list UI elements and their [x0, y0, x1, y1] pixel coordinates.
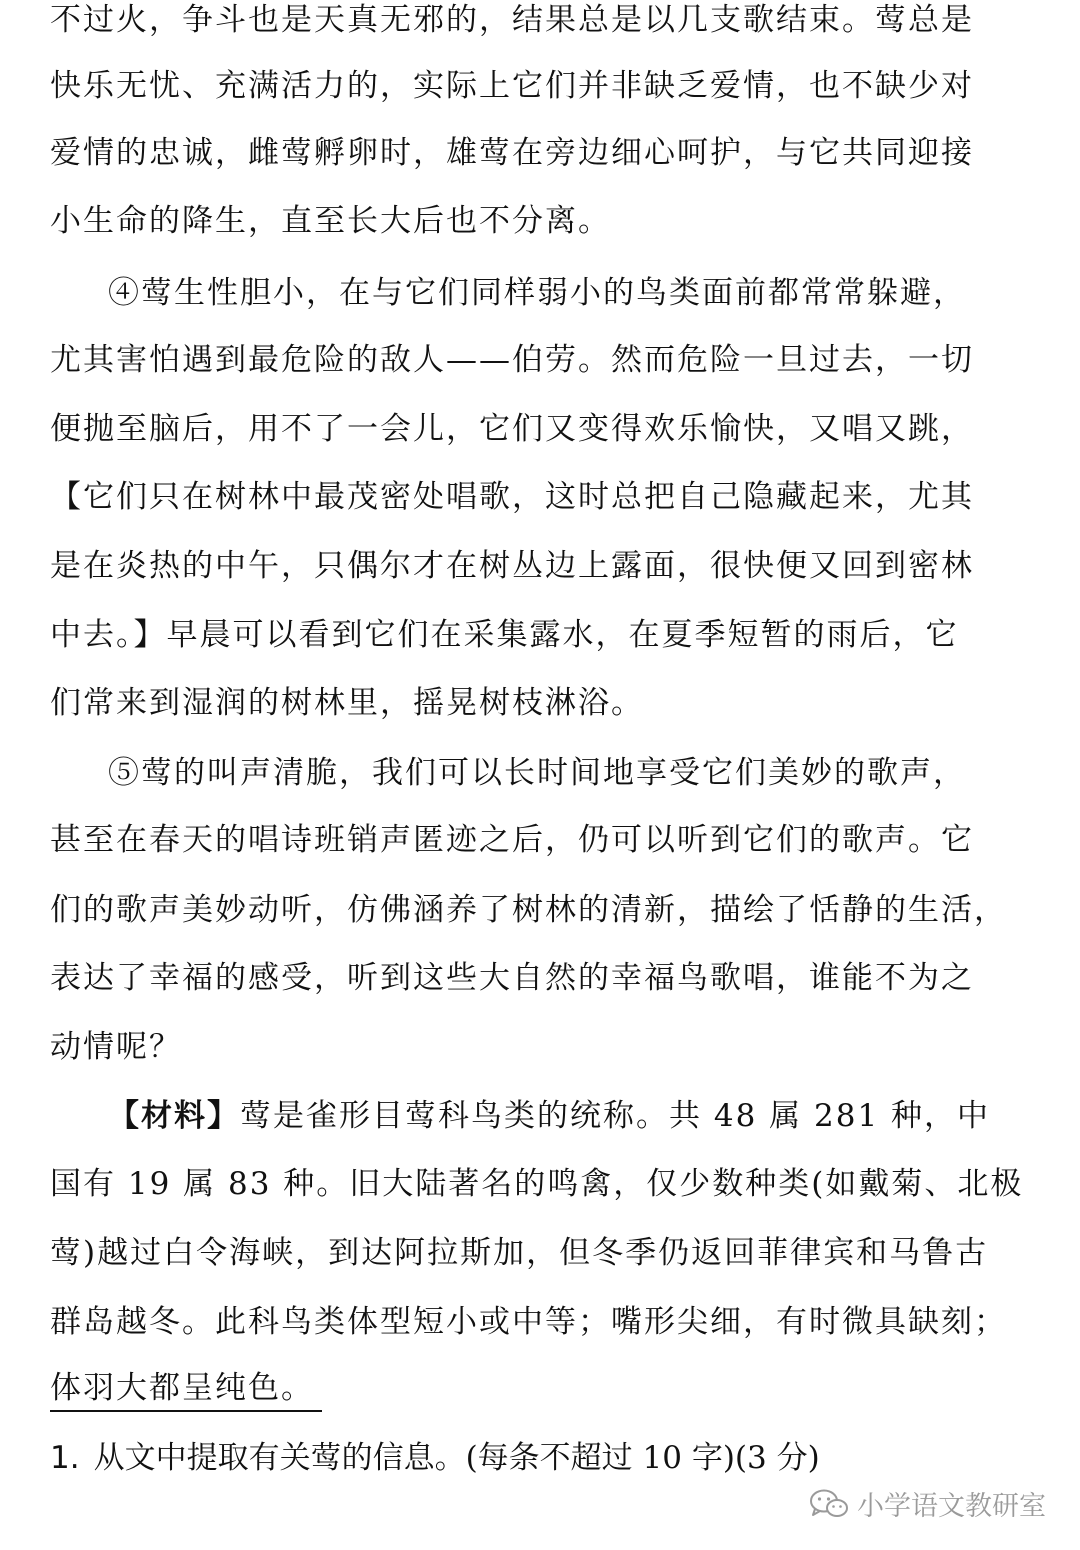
paragraph-5-line-1: ⑤莺的叫声清脆，我们可以长时间地享受它们美妙的歌声，: [108, 755, 966, 791]
paragraph-3-line-4: 小生命的降生，直至长大后也不分离。: [50, 203, 611, 239]
paragraph-3-line-2: 快乐无忧、充满活力的，实际上它们并非缺乏爱情，也不缺少对: [50, 68, 974, 104]
paragraph-4-line-5: 是在炎热的中午，只偶尔才在树丛边上露面，很快便又回到密林: [50, 548, 974, 584]
material-line-1: [108, 1096, 990, 1136]
paragraph-5-line-3: 们的歌声美妙动听，仿佛涵养了树林的清新，描绘了恬静的生活，: [50, 892, 1007, 928]
wechat-icon: [809, 1488, 849, 1520]
paragraph-4-line-6: 中去。】早晨可以看到它们在采集露水，在夏季短暂的雨后，它: [50, 617, 959, 653]
watermark-text: 小学语文教研室: [857, 1491, 1046, 1522]
underlined-text: 体羽大都呈纯色。: [50, 1368, 322, 1412]
paragraph-4-line-4: 【它们只在树林中最茂密处唱歌，这时总把自己隐藏起来，尤其: [50, 479, 974, 515]
material-line-2: 国有 19 属 83 种。旧大陆著名的鸣禽，仅少数种类(如戴菊、北极: [50, 1166, 1024, 1202]
paragraph-3-line-1: 不过火，争斗也是天真无邪的，结果总是以几支歌结束。莺总是: [50, 2, 974, 38]
watermark: [809, 1484, 1046, 1523]
material-label: 【材料】: [108, 1098, 240, 1134]
material-line-5: [50, 1368, 322, 1412]
paragraph-5-line-5: 动情呢？: [50, 1029, 182, 1065]
paragraph-4-line-3: 便抛至脑后，用不了一会儿，它们又变得欢乐愉快，又唱又跳，: [50, 411, 974, 447]
material-line-1-text: 莺是雀形目莺科鸟类的统称。共 48 属 281 种，中: [240, 1098, 991, 1134]
paragraph-4-line-2: 尤其害怕遇到最危险的敌人——伯劳。然而危险一旦过去，一切: [50, 342, 974, 378]
paragraph-4-line-1: ④莺生性胆小，在与它们同样弱小的鸟类面前都常常躲避，: [108, 275, 966, 311]
question-1: [50, 1438, 820, 1478]
paragraph-5-line-4: 表达了幸福的感受，听到这些大自然的幸福鸟歌唱，谁能不为之: [50, 960, 974, 996]
material-line-4: 群岛越冬。此科鸟类体型短小或中等；嘴形尖细，有时微具缺刻；: [50, 1304, 1007, 1340]
question-number: 1.: [50, 1440, 80, 1476]
question-text: 从文中提取有关莺的信息。(每条不超过 10 字)(3 分): [93, 1440, 820, 1476]
paragraph-3-line-3: 爱情的忠诚，雌莺孵卵时，雄莺在旁边细心呵护，与它共同迎接: [50, 135, 974, 171]
material-line-3: 莺)越过白令海峡，到达阿拉斯加，但冬季仍返回菲律宾和马鲁古: [50, 1235, 989, 1271]
paragraph-5-line-2: 甚至在春天的唱诗班销声匿迹之后，仍可以听到它们的歌声。它: [50, 822, 974, 858]
paragraph-4-line-7: 们常来到湿润的树林里，摇晃树枝淋浴。: [50, 685, 644, 721]
